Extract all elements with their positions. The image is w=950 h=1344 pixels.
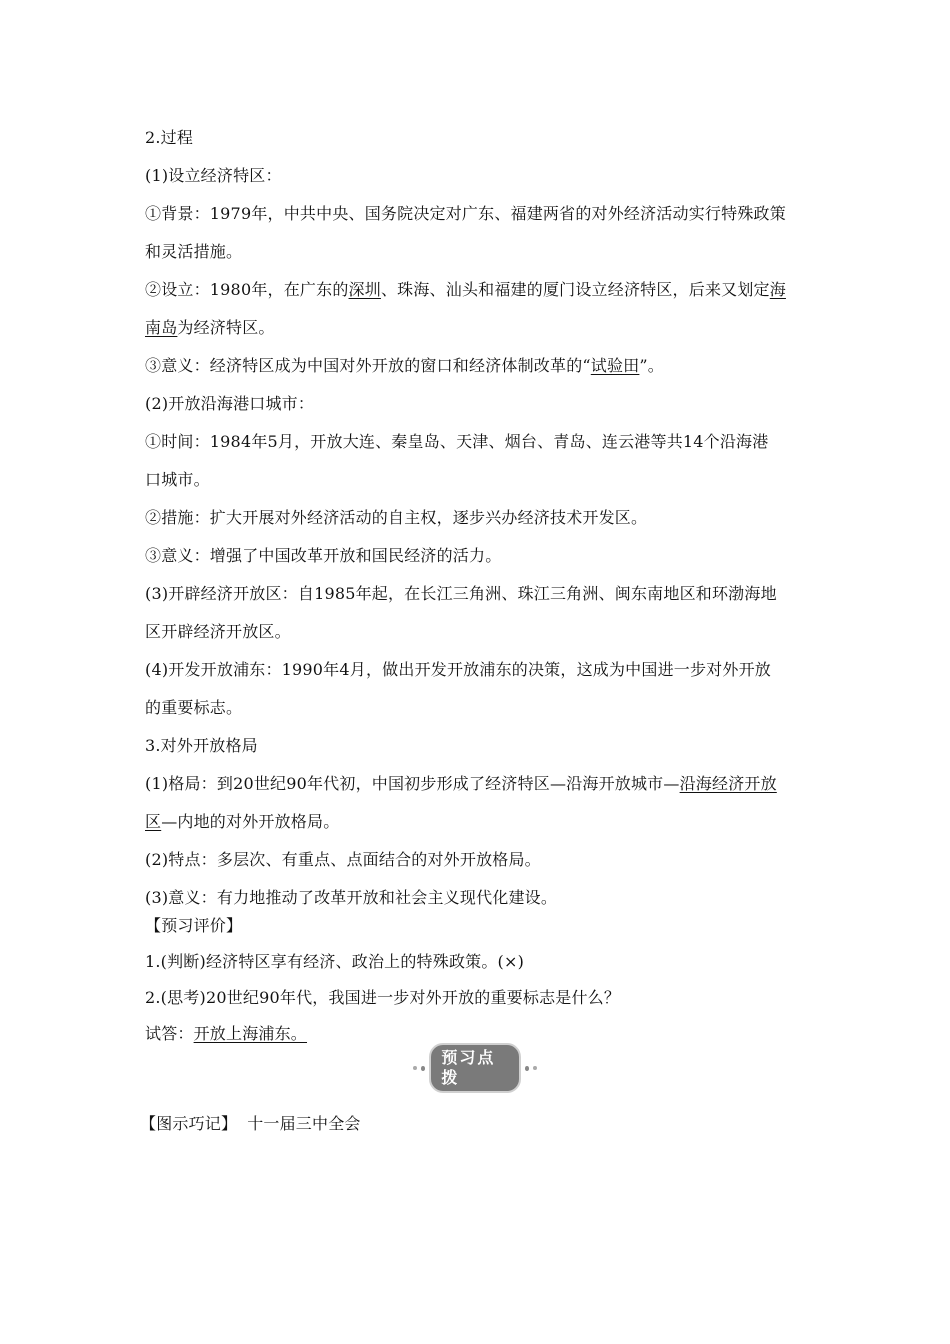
answer-blank: 区 — [145, 812, 162, 831]
paragraph-line: (3)意义：有力地推动了改革开放和社会主义现代化建设。 — [145, 888, 558, 907]
decorative-dot — [413, 1066, 417, 1070]
paragraph-line: 区开辟经济开放区。 — [145, 622, 291, 641]
paragraph-line: ①时间：1984年5月，开放大连、秦皇岛、天津、烟台、青岛、连云港等共14个沿海港 — [145, 432, 769, 451]
paragraph-line: ③意义：增强了中国改革开放和国民经济的活力。 — [145, 546, 502, 565]
section-banner — [413, 1048, 537, 1087]
answer-line: 试答：开放上海浦东。 — [145, 1024, 308, 1043]
decorative-dot — [525, 1066, 530, 1071]
decorative-dot — [421, 1066, 426, 1071]
paragraph-line: ②措施：扩大开展对外经济活动的自主权，逐步兴办经济技术开发区。 — [145, 508, 648, 527]
paragraph-line: 区—内地的对外开放格局。 — [145, 812, 340, 831]
subsection-title: (2)开放沿海港口城市： — [145, 394, 315, 413]
paragraph-line: ③意义：经济特区成为中国对外开放的窗口和经济体制改革的“试验田”。 — [145, 356, 664, 375]
paragraph-line: 和灵活措施。 — [145, 242, 243, 261]
paragraph-line: (2)特点：多层次、有重点、点面结合的对外开放格局。 — [145, 850, 541, 869]
paragraph-line: 口城市。 — [145, 470, 210, 489]
answer-blank: 试验田 — [590, 356, 640, 375]
paragraph-line: ①背景：1979年，中共中央、国务院决定对广东、福建两省的对外经济活动实行特殊政策 — [145, 204, 786, 223]
paragraph-line: 的重要标志。 — [145, 698, 243, 717]
paragraph-line: 南岛为经济特区。 — [145, 318, 275, 337]
answer-blank: 深圳 — [348, 280, 381, 299]
section-heading-process: 2.过程 — [145, 128, 194, 147]
question-line: 1.(判断)经济特区享有经济、政治上的特殊政策。(×) — [145, 952, 525, 971]
decorative-dot — [533, 1066, 537, 1070]
answer-blank: 沿海经济开放 — [679, 774, 777, 793]
paragraph-line: (3)开辟经济开放区：自1985年起，在长江三角洲、珠江三角洲、闽东南地区和环渤海地 — [145, 584, 777, 603]
paragraph-line: (1)格局：到20世纪90年代初，中国初步形成了经济特区—沿海开放城市—沿海经济开放 — [145, 774, 777, 793]
answer-blank: 南岛 — [145, 318, 178, 337]
section-heading-pattern: 3.对外开放格局 — [145, 736, 258, 755]
preview-evaluation-heading: 【预习评价】 — [145, 916, 243, 935]
subsection-title: (1)设立经济特区： — [145, 166, 282, 185]
paragraph-line: (4)开发开放浦东：1990年4月，做出开发开放浦东的决策，这成为中国进一步对外开放 — [145, 660, 771, 679]
question-line: 2.(思考)20世纪90年代，我国进一步对外开放的重要标志是什么？ — [145, 988, 621, 1007]
paragraph-line: ②设立：1980年，在广东的深圳、珠海、汕头和福建的厦门设立经济特区，后来又划定海 — [145, 280, 786, 299]
answer-blank: 海 — [769, 280, 786, 299]
answer-text: 开放上海浦东。 — [193, 1024, 308, 1043]
memory-tip-line: 【图示巧记】 十一届三中全会 — [140, 1114, 361, 1133]
banner-label: 预习点拨 — [429, 1043, 520, 1093]
